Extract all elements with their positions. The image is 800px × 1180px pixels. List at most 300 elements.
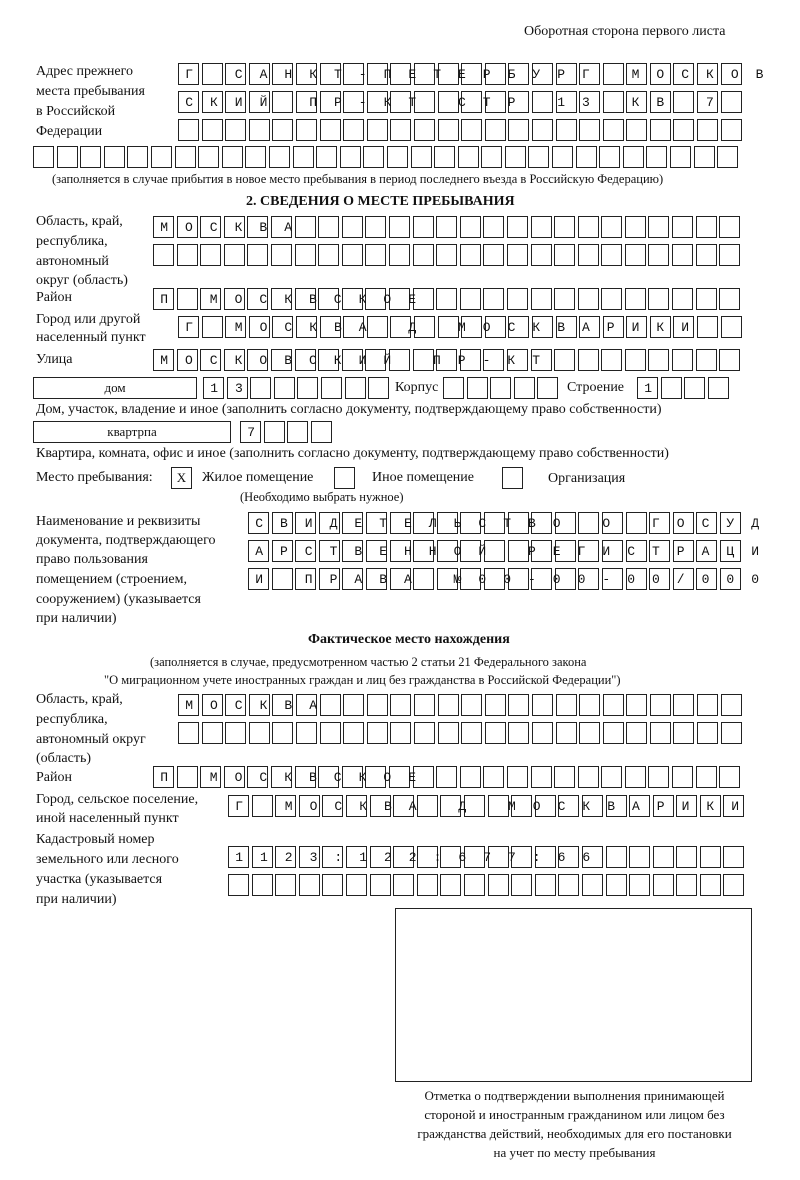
char-cell[interactable]	[272, 694, 293, 716]
char-cell[interactable]	[417, 874, 438, 896]
char-cell[interactable]	[697, 119, 718, 141]
char-cell[interactable]	[296, 722, 317, 744]
char-cell[interactable]	[648, 766, 669, 788]
char-cell[interactable]	[626, 568, 647, 590]
char-cell[interactable]	[719, 349, 740, 371]
char-cell[interactable]	[555, 540, 576, 562]
char-cell[interactable]	[178, 63, 199, 85]
char-cell[interactable]	[272, 119, 293, 141]
char-cell[interactable]	[483, 288, 504, 310]
char-cell[interactable]	[365, 288, 386, 310]
char-cell[interactable]	[467, 377, 488, 399]
char-cell[interactable]	[626, 91, 647, 113]
char-cell[interactable]	[700, 846, 721, 868]
char-cell[interactable]	[723, 874, 744, 896]
flat-type-field[interactable]: квартрпа	[33, 421, 231, 443]
char-cell[interactable]	[556, 722, 577, 744]
char-cell[interactable]	[649, 512, 670, 534]
char-cell[interactable]	[414, 63, 435, 85]
char-cell[interactable]	[249, 722, 270, 744]
char-cell[interactable]	[104, 146, 125, 168]
char-cell[interactable]	[198, 146, 219, 168]
char-cell[interactable]	[390, 722, 411, 744]
char-cell[interactable]	[599, 146, 620, 168]
char-cell[interactable]	[224, 349, 245, 371]
char-cell[interactable]	[177, 244, 198, 266]
char-cell[interactable]	[556, 694, 577, 716]
char-cell[interactable]	[319, 540, 340, 562]
char-cell[interactable]	[436, 349, 457, 371]
char-cell[interactable]	[389, 349, 410, 371]
char-cell[interactable]	[178, 91, 199, 113]
char-cell[interactable]	[696, 349, 717, 371]
char-cell[interactable]	[696, 540, 717, 562]
char-cell[interactable]	[272, 568, 293, 590]
char-cell[interactable]	[629, 795, 650, 817]
char-cell[interactable]	[414, 91, 435, 113]
char-cell[interactable]	[411, 146, 432, 168]
char-cell[interactable]	[721, 119, 742, 141]
char-cell[interactable]	[485, 91, 506, 113]
doc-row-3[interactable]	[248, 568, 777, 590]
char-cell[interactable]	[532, 722, 553, 744]
char-cell[interactable]	[249, 694, 270, 716]
char-cell[interactable]	[153, 244, 174, 266]
char-cell[interactable]	[177, 349, 198, 371]
char-cell[interactable]	[202, 316, 223, 338]
char-cell[interactable]	[177, 766, 198, 788]
char-cell[interactable]	[488, 874, 509, 896]
char-cell[interactable]	[153, 216, 174, 238]
char-cell[interactable]	[240, 421, 261, 443]
char-cell[interactable]	[367, 63, 388, 85]
char-cell[interactable]	[461, 119, 482, 141]
char-cell[interactable]	[342, 766, 363, 788]
char-cell[interactable]	[552, 146, 573, 168]
char-cell[interactable]	[511, 874, 532, 896]
char-cell[interactable]	[272, 91, 293, 113]
char-cell[interactable]	[508, 512, 529, 534]
char-cell[interactable]	[488, 795, 509, 817]
char-cell[interactable]	[322, 846, 343, 868]
char-cell[interactable]	[200, 288, 221, 310]
char-cell[interactable]	[507, 288, 528, 310]
char-cell[interactable]	[535, 874, 556, 896]
char-cell[interactable]	[320, 91, 341, 113]
char-cell[interactable]	[556, 91, 577, 113]
region-row-2[interactable]	[153, 244, 743, 266]
char-cell[interactable]	[606, 874, 627, 896]
char-cell[interactable]	[438, 722, 459, 744]
char-cell[interactable]	[629, 874, 650, 896]
char-cell[interactable]	[275, 795, 296, 817]
char-cell[interactable]	[578, 540, 599, 562]
char-cell[interactable]	[296, 91, 317, 113]
char-cell[interactable]	[601, 216, 622, 238]
char-cell[interactable]	[676, 874, 697, 896]
char-cell[interactable]	[485, 722, 506, 744]
char-cell[interactable]	[672, 766, 693, 788]
char-cell[interactable]	[57, 146, 78, 168]
char-cell[interactable]	[224, 244, 245, 266]
char-cell[interactable]	[508, 91, 529, 113]
char-cell[interactable]	[346, 874, 367, 896]
char-cell[interactable]	[721, 91, 742, 113]
char-cell[interactable]	[249, 63, 270, 85]
char-cell[interactable]	[696, 766, 717, 788]
char-cell[interactable]	[508, 568, 529, 590]
char-cell[interactable]	[556, 63, 577, 85]
char-cell[interactable]	[343, 63, 364, 85]
char-cell[interactable]	[637, 377, 658, 399]
char-cell[interactable]	[531, 540, 552, 562]
char-cell[interactable]	[414, 722, 435, 744]
actual-district-row[interactable]	[153, 766, 781, 788]
flat-number-row[interactable]	[240, 421, 347, 443]
char-cell[interactable]	[245, 146, 266, 168]
char-cell[interactable]	[367, 119, 388, 141]
char-cell[interactable]	[225, 119, 246, 141]
char-cell[interactable]	[434, 146, 455, 168]
char-cell[interactable]	[508, 316, 529, 338]
char-cell[interactable]	[225, 316, 246, 338]
char-cell[interactable]	[603, 63, 624, 85]
char-cell[interactable]	[318, 288, 339, 310]
char-cell[interactable]	[296, 63, 317, 85]
char-cell[interactable]	[200, 244, 221, 266]
char-cell[interactable]	[601, 349, 622, 371]
char-cell[interactable]	[626, 722, 647, 744]
char-cell[interactable]	[531, 766, 552, 788]
char-cell[interactable]	[672, 288, 693, 310]
char-cell[interactable]	[481, 146, 502, 168]
char-cell[interactable]	[393, 846, 414, 868]
char-cell[interactable]	[365, 766, 386, 788]
char-cell[interactable]	[296, 119, 317, 141]
char-cell[interactable]	[490, 377, 511, 399]
char-cell[interactable]	[440, 874, 461, 896]
char-cell[interactable]	[461, 316, 482, 338]
char-cell[interactable]	[153, 288, 174, 310]
char-cell[interactable]	[153, 766, 174, 788]
char-cell[interactable]	[272, 722, 293, 744]
char-cell[interactable]	[390, 91, 411, 113]
char-cell[interactable]	[275, 846, 296, 868]
char-cell[interactable]	[673, 316, 694, 338]
char-cell[interactable]	[390, 540, 411, 562]
char-cell[interactable]	[483, 216, 504, 238]
char-cell[interactable]	[414, 119, 435, 141]
char-cell[interactable]	[178, 316, 199, 338]
char-cell[interactable]	[295, 512, 316, 534]
char-cell[interactable]	[485, 694, 506, 716]
char-cell[interactable]	[528, 146, 549, 168]
char-cell[interactable]	[696, 244, 717, 266]
char-cell[interactable]	[673, 722, 694, 744]
char-cell[interactable]	[554, 216, 575, 238]
char-cell[interactable]	[390, 316, 411, 338]
char-cell[interactable]	[578, 512, 599, 534]
char-cell[interactable]	[579, 694, 600, 716]
char-cell[interactable]	[413, 568, 434, 590]
char-cell[interactable]	[625, 288, 646, 310]
char-cell[interactable]	[389, 766, 410, 788]
checkbox[interactable]: X	[171, 467, 192, 489]
char-cell[interactable]	[601, 244, 622, 266]
char-cell[interactable]	[340, 146, 361, 168]
char-cell[interactable]	[464, 874, 485, 896]
char-cell[interactable]	[606, 846, 627, 868]
char-cell[interactable]	[177, 216, 198, 238]
char-cell[interactable]	[582, 874, 603, 896]
char-cell[interactable]	[224, 216, 245, 238]
char-cell[interactable]	[483, 766, 504, 788]
prev-address-row-3[interactable]	[178, 119, 744, 141]
char-cell[interactable]	[603, 694, 624, 716]
char-cell[interactable]	[532, 119, 553, 141]
option-organization[interactable]	[502, 467, 526, 489]
char-cell[interactable]	[346, 846, 367, 868]
char-cell[interactable]	[673, 694, 694, 716]
prev-address-row-2[interactable]	[178, 91, 781, 113]
char-cell[interactable]	[153, 349, 174, 371]
char-cell[interactable]	[532, 316, 553, 338]
char-cell[interactable]	[653, 795, 674, 817]
char-cell[interactable]	[319, 568, 340, 590]
char-cell[interactable]	[225, 722, 246, 744]
char-cell[interactable]	[389, 244, 410, 266]
char-cell[interactable]	[532, 63, 553, 85]
char-cell[interactable]	[320, 722, 341, 744]
char-cell[interactable]	[673, 91, 694, 113]
char-cell[interactable]	[272, 63, 293, 85]
char-cell[interactable]	[299, 795, 320, 817]
char-cell[interactable]	[343, 119, 364, 141]
char-cell[interactable]	[437, 512, 458, 534]
char-cell[interactable]	[554, 766, 575, 788]
char-cell[interactable]	[443, 377, 464, 399]
char-cell[interactable]	[603, 119, 624, 141]
char-cell[interactable]	[175, 146, 196, 168]
char-cell[interactable]	[625, 216, 646, 238]
char-cell[interactable]	[389, 288, 410, 310]
char-cell[interactable]	[299, 874, 320, 896]
char-cell[interactable]	[531, 288, 552, 310]
char-cell[interactable]	[202, 694, 223, 716]
checkbox[interactable]	[334, 467, 355, 489]
char-cell[interactable]	[672, 216, 693, 238]
char-cell[interactable]	[507, 216, 528, 238]
char-cell[interactable]	[653, 874, 674, 896]
char-cell[interactable]	[264, 421, 285, 443]
actual-region-row-2[interactable]	[178, 722, 744, 744]
char-cell[interactable]	[558, 846, 579, 868]
char-cell[interactable]	[676, 846, 697, 868]
char-cell[interactable]	[320, 63, 341, 85]
char-cell[interactable]	[202, 91, 223, 113]
char-cell[interactable]	[202, 63, 223, 85]
char-cell[interactable]	[694, 146, 715, 168]
char-cell[interactable]	[80, 146, 101, 168]
char-cell[interactable]	[200, 216, 221, 238]
doc-row-2[interactable]	[248, 540, 777, 562]
char-cell[interactable]	[461, 722, 482, 744]
char-cell[interactable]	[370, 874, 391, 896]
char-cell[interactable]	[413, 540, 434, 562]
char-cell[interactable]	[485, 316, 506, 338]
district-row[interactable]	[153, 288, 781, 310]
char-cell[interactable]	[461, 91, 482, 113]
char-cell[interactable]	[365, 216, 386, 238]
option-other[interactable]	[334, 467, 358, 489]
char-cell[interactable]	[531, 568, 552, 590]
char-cell[interactable]	[274, 377, 295, 399]
char-cell[interactable]	[672, 244, 693, 266]
char-cell[interactable]	[365, 244, 386, 266]
char-cell[interactable]	[413, 288, 434, 310]
char-cell[interactable]	[673, 568, 694, 590]
char-cell[interactable]	[673, 512, 694, 534]
char-cell[interactable]	[297, 377, 318, 399]
char-cell[interactable]	[203, 377, 224, 399]
char-cell[interactable]	[464, 795, 485, 817]
char-cell[interactable]	[649, 568, 670, 590]
char-cell[interactable]	[719, 288, 740, 310]
char-cell[interactable]	[650, 316, 671, 338]
char-cell[interactable]	[554, 288, 575, 310]
char-cell[interactable]	[579, 119, 600, 141]
char-cell[interactable]	[367, 91, 388, 113]
char-cell[interactable]	[367, 694, 388, 716]
char-cell[interactable]	[393, 795, 414, 817]
char-cell[interactable]	[342, 540, 363, 562]
char-cell[interactable]	[342, 244, 363, 266]
char-cell[interactable]	[343, 694, 364, 716]
char-cell[interactable]	[484, 512, 505, 534]
char-cell[interactable]	[508, 119, 529, 141]
char-cell[interactable]	[556, 316, 577, 338]
char-cell[interactable]	[311, 421, 332, 443]
char-cell[interactable]	[228, 795, 249, 817]
char-cell[interactable]	[413, 244, 434, 266]
char-cell[interactable]	[414, 316, 435, 338]
char-cell[interactable]	[127, 146, 148, 168]
char-cell[interactable]	[389, 216, 410, 238]
char-cell[interactable]	[390, 568, 411, 590]
char-cell[interactable]	[684, 377, 705, 399]
char-cell[interactable]	[458, 146, 479, 168]
street-row[interactable]	[153, 349, 781, 371]
char-cell[interactable]	[295, 244, 316, 266]
char-cell[interactable]	[345, 377, 366, 399]
char-cell[interactable]	[438, 119, 459, 141]
char-cell[interactable]	[700, 874, 721, 896]
char-cell[interactable]	[720, 512, 741, 534]
char-cell[interactable]	[719, 244, 740, 266]
char-cell[interactable]	[653, 846, 674, 868]
char-cell[interactable]	[646, 146, 667, 168]
char-cell[interactable]	[556, 119, 577, 141]
char-cell[interactable]	[225, 63, 246, 85]
char-cell[interactable]	[318, 349, 339, 371]
char-cell[interactable]	[460, 540, 481, 562]
char-cell[interactable]	[507, 766, 528, 788]
char-cell[interactable]	[696, 568, 717, 590]
char-cell[interactable]	[436, 244, 457, 266]
char-cell[interactable]	[320, 119, 341, 141]
char-cell[interactable]	[390, 512, 411, 534]
char-cell[interactable]	[252, 795, 273, 817]
char-cell[interactable]	[554, 244, 575, 266]
char-cell[interactable]	[342, 568, 363, 590]
char-cell[interactable]	[151, 146, 172, 168]
char-cell[interactable]	[578, 349, 599, 371]
char-cell[interactable]	[271, 288, 292, 310]
char-cell[interactable]	[440, 795, 461, 817]
char-cell[interactable]	[438, 694, 459, 716]
char-cell[interactable]	[271, 244, 292, 266]
char-cell[interactable]	[485, 63, 506, 85]
char-cell[interactable]	[721, 63, 742, 85]
char-cell[interactable]	[554, 349, 575, 371]
char-cell[interactable]	[603, 91, 624, 113]
char-cell[interactable]	[670, 146, 691, 168]
char-cell[interactable]	[507, 349, 528, 371]
char-cell[interactable]	[464, 846, 485, 868]
char-cell[interactable]	[248, 540, 269, 562]
char-cell[interactable]	[249, 316, 270, 338]
char-cell[interactable]	[247, 288, 268, 310]
char-cell[interactable]	[299, 846, 320, 868]
char-cell[interactable]	[720, 568, 741, 590]
char-cell[interactable]	[650, 91, 671, 113]
char-cell[interactable]	[343, 722, 364, 744]
char-cell[interactable]	[720, 540, 741, 562]
char-cell[interactable]	[626, 512, 647, 534]
char-cell[interactable]	[676, 795, 697, 817]
char-cell[interactable]	[320, 316, 341, 338]
char-cell[interactable]	[222, 146, 243, 168]
char-cell[interactable]	[417, 795, 438, 817]
char-cell[interactable]	[322, 874, 343, 896]
char-cell[interactable]	[579, 91, 600, 113]
char-cell[interactable]	[202, 722, 223, 744]
building-row[interactable]	[637, 377, 744, 399]
char-cell[interactable]	[295, 216, 316, 238]
char-cell[interactable]	[249, 91, 270, 113]
char-cell[interactable]	[511, 846, 532, 868]
char-cell[interactable]	[366, 512, 387, 534]
char-cell[interactable]	[252, 846, 273, 868]
char-cell[interactable]	[723, 846, 744, 868]
char-cell[interactable]	[271, 349, 292, 371]
char-cell[interactable]	[672, 349, 693, 371]
char-cell[interactable]	[700, 795, 721, 817]
char-cell[interactable]	[366, 568, 387, 590]
char-cell[interactable]	[576, 146, 597, 168]
actual-region-row-1[interactable]	[178, 694, 781, 716]
char-cell[interactable]	[578, 568, 599, 590]
char-cell[interactable]	[721, 694, 742, 716]
char-cell[interactable]	[272, 512, 293, 534]
char-cell[interactable]	[626, 119, 647, 141]
char-cell[interactable]	[390, 694, 411, 716]
char-cell[interactable]	[321, 377, 342, 399]
char-cell[interactable]	[287, 421, 308, 443]
char-cell[interactable]	[625, 766, 646, 788]
char-cell[interactable]	[531, 512, 552, 534]
char-cell[interactable]	[365, 349, 386, 371]
